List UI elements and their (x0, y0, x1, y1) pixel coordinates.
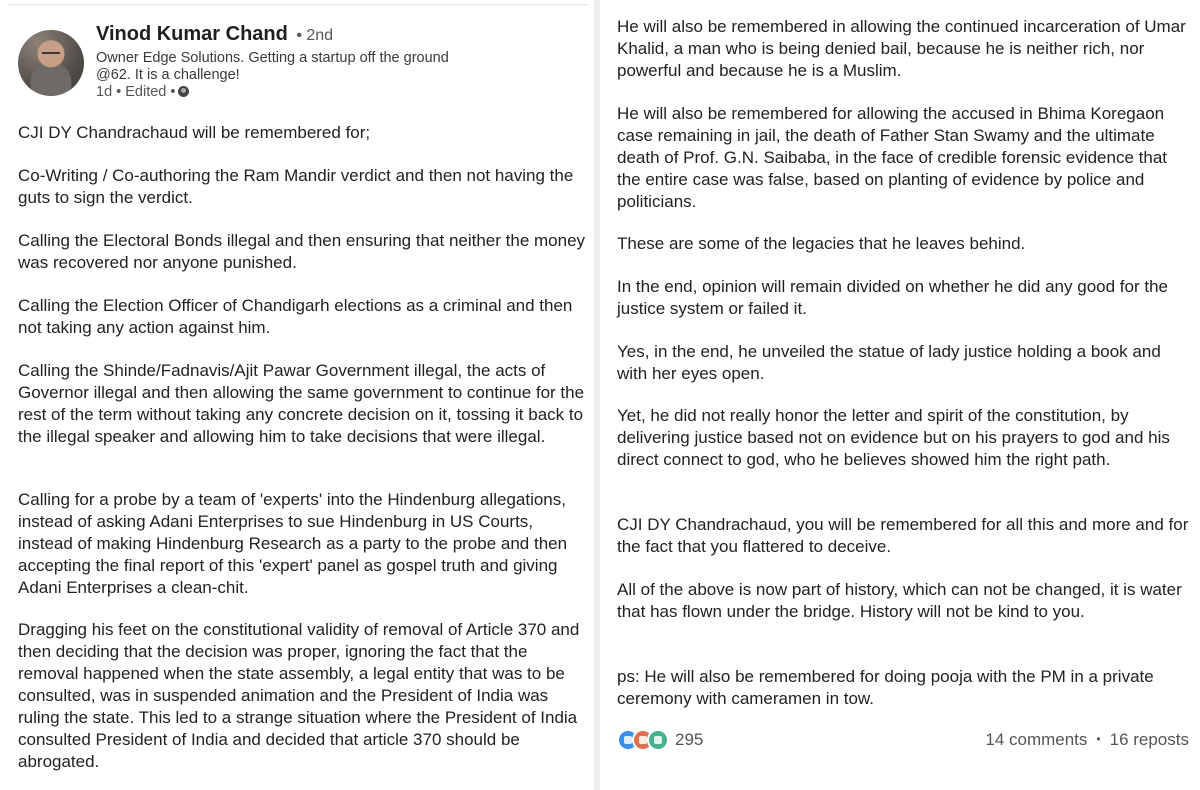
author-headline: Owner Edge Solutions. Getting a startup off the ground @62. It is a challenge! (96, 50, 449, 83)
engagement-links (985, 730, 1189, 750)
connection-degree: • 2nd (296, 27, 334, 44)
post-paragraph: Dragging his feet on the constitutional validity of removal of Article 370 and then deciding that the decision was proper, ignoring the fact that the removal happened when the state assembly, a legal entity that was to be consulted, was in suspended animation and the President of India was ruling the state. This led to a strange situation where the President of India consulted President of India and decided that article 370 should be abrogated. (18, 620, 580, 771)
post-paragraph: Calling for a probe by a team of 'experts' into the Hindenburg allegations, instead of asking Adani Enterprises to sue Hindenburg in US Courts, instead of making Hindenburg Research as a party to the probe and then accepting the final report of this 'expert' panel as gospel truth and giving Adani Enterprises a clean-chit. (18, 490, 568, 597)
post-paragraph: He will also be remembered in allowing the continued incarceration of Umar Khalid, a man who is being denied bail, because he is neither rich, nor powerful and because he is a Muslim. (617, 17, 1186, 80)
reaction-count[interactable]: 295 (675, 730, 704, 749)
social-counts-bar (617, 729, 1189, 751)
reposts-link[interactable]: 16 reposts (1109, 730, 1189, 749)
post-paragraph: CJI DY Chandrachaud, you will be remembered for all this and more and for the fact that you flattered to deceive. (617, 515, 1189, 556)
separator-dot: • (1096, 732, 1101, 746)
post-paragraph: Yet, he did not really honor the letter and spirit of the constitution, by delivering justice based not on evidence but on his prayers to god and his direct connect to god, who he believes showed him the right path. (617, 406, 1170, 469)
author-name[interactable]: Vinod Kumar Chand (96, 23, 288, 45)
author-avatar[interactable] (18, 30, 84, 96)
post-header (18, 23, 588, 100)
post-paragraph: These are some of the legacies that he leaves behind. (617, 234, 1026, 253)
post-paragraph: ps: He will also be remembered for doing pooja with the PM in a private ceremony with cameramen in tow. (617, 667, 1154, 708)
post-paragraph: Calling the Shinde/Fadnavis/Ajit Pawar Government illegal, the acts of Governor illegal and then allowing the same government to continue for the rest of the term without taking any concrete decision on it, tossing it back to the illegal speaker and allowing him to take decisions that were illegal. (18, 361, 585, 446)
insightful-icon (647, 729, 669, 751)
post-meta-text: 1d • Edited • (96, 84, 176, 100)
post-paragraph: All of the above is now part of history, which can not be changed, it is water that has flown under the bridge. History will not be kind to you. (617, 580, 1182, 621)
author-name-line (96, 23, 333, 46)
post-paragraph: CJI DY Chandrachaud will be remembered for; (18, 123, 371, 142)
post-paragraph: Co-Writing / Co-authoring the Ram Mandir verdict and then not having the guts to sign the verdict. (18, 166, 574, 207)
top-divider (8, 4, 588, 5)
post-paragraph: Calling the Election Officer of Chandigarh elections as a criminal and then not taking any action against him. (18, 296, 573, 337)
globe-icon (178, 86, 189, 97)
post-paragraph: Yes, in the end, he unveiled the statue of lady justice holding a book and with her eyes open. (617, 342, 1161, 383)
post-paragraph: In the end, opinion will remain divided on whether he did any good for the justice system or failed it. (617, 277, 1168, 318)
comments-link[interactable]: 14 comments (985, 730, 1088, 749)
post-paragraph: Calling the Electoral Bonds illegal and then ensuring that neither the money was recovered nor anyone punished. (18, 231, 586, 272)
post-paragraph: He will also be remembered for allowing the accused in Bhima Koregaon case remaining in jail, the death of Father Stan Swamy and the ultimate death of Prof. G.N. Saibaba, in the face of credible forensic evidence that the entire case was false, based on planting of evidence by police and politicians. (617, 104, 1167, 211)
avatar-glasses (42, 52, 60, 58)
post-meta (96, 84, 189, 100)
